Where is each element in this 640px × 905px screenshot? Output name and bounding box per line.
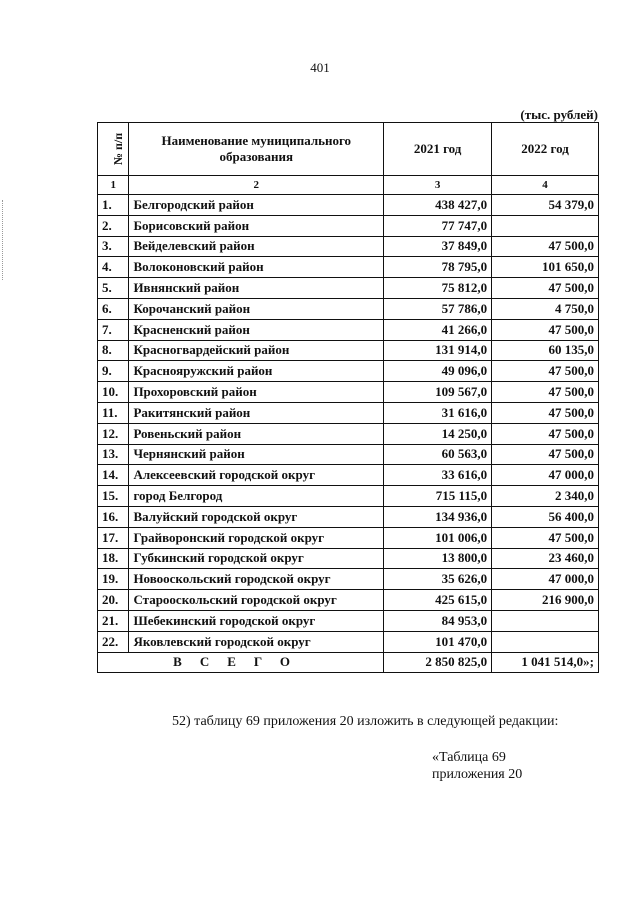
value-2021: 35 626,0 [384, 569, 492, 590]
value-2021: 109 567,0 [384, 382, 492, 403]
value-2022: 47 500,0 [492, 423, 599, 444]
table-row [98, 278, 599, 299]
value-2021: 49 096,0 [384, 361, 492, 382]
row-number: 5. [98, 278, 129, 299]
table-caption [432, 749, 522, 783]
units-label: (тыс. рублей) [520, 107, 598, 122]
municipality-name: Валуйский городской округ [129, 506, 384, 527]
table-row [98, 382, 599, 403]
row-number: 4. [98, 257, 129, 278]
column-index: 1 [98, 176, 129, 195]
amendment-note: 52) таблицу 69 приложения 20 изложить в следующей редакции: [172, 714, 559, 729]
row-number: 19. [98, 569, 129, 590]
table-row [98, 319, 599, 340]
table-row [98, 610, 599, 631]
table-row [98, 236, 599, 257]
table-row [98, 195, 599, 216]
row-number: 2. [98, 215, 129, 236]
row-number: 10. [98, 382, 129, 403]
municipality-name: Новооскольский городской округ [129, 569, 384, 590]
value-2022: 47 500,0 [492, 361, 599, 382]
value-2021: 41 266,0 [384, 319, 492, 340]
caption-line: «Таблица 69 [432, 750, 506, 765]
row-number: 6. [98, 298, 129, 319]
municipality-name: Красненский район [129, 319, 384, 340]
table-row [98, 506, 599, 527]
value-2022: 47 500,0 [492, 319, 599, 340]
budget-table [97, 122, 599, 673]
table-header-row [98, 123, 599, 176]
row-number: 21. [98, 610, 129, 631]
column-index: 3 [384, 176, 492, 195]
value-2021: 134 936,0 [384, 506, 492, 527]
municipality-name: Ракитянский район [129, 402, 384, 423]
total-2021: 2 850 825,0 [384, 652, 492, 673]
table-row [98, 215, 599, 236]
row-number: 22. [98, 631, 129, 652]
row-number: 20. [98, 590, 129, 611]
municipality-name: Ивнянский район [129, 278, 384, 299]
row-number: 9. [98, 361, 129, 382]
municipality-name: Яковлевский городской округ [129, 631, 384, 652]
column-index: 2 [129, 176, 384, 195]
value-2022: 47 000,0 [492, 465, 599, 486]
municipality-name: Старооскольский городской округ [129, 590, 384, 611]
value-2022: 47 500,0 [492, 382, 599, 403]
table-row [98, 527, 599, 548]
row-number: 1. [98, 195, 129, 216]
value-2022: 54 379,0 [492, 195, 599, 216]
municipality-name: Борисовский район [129, 215, 384, 236]
table-row [98, 423, 599, 444]
value-2021: 14 250,0 [384, 423, 492, 444]
row-number: 12. [98, 423, 129, 444]
value-2021: 84 953,0 [384, 610, 492, 631]
total-label: ВСЕГО [98, 652, 384, 673]
table-row [98, 298, 599, 319]
value-2022 [492, 610, 599, 631]
table-row [98, 361, 599, 382]
municipality-name: Корочанский район [129, 298, 384, 319]
table-row [98, 257, 599, 278]
table-row [98, 402, 599, 423]
value-2021: 77 747,0 [384, 215, 492, 236]
value-2022: 216 900,0 [492, 590, 599, 611]
value-2022: 47 500,0 [492, 444, 599, 465]
row-number: 13. [98, 444, 129, 465]
table-row [98, 590, 599, 611]
value-2022: 47 000,0 [492, 569, 599, 590]
value-2021: 33 616,0 [384, 465, 492, 486]
value-2021: 78 795,0 [384, 257, 492, 278]
value-2021: 715 115,0 [384, 486, 492, 507]
row-number: 17. [98, 527, 129, 548]
header-num: № п/п [98, 123, 129, 176]
table-row [98, 569, 599, 590]
table-row [98, 444, 599, 465]
value-2021: 57 786,0 [384, 298, 492, 319]
row-number: 3. [98, 236, 129, 257]
value-2022: 4 750,0 [492, 298, 599, 319]
row-number: 15. [98, 486, 129, 507]
value-2022 [492, 215, 599, 236]
row-number: 8. [98, 340, 129, 361]
value-2022: 60 135,0 [492, 340, 599, 361]
table-row [98, 486, 599, 507]
value-2022 [492, 631, 599, 652]
municipality-name: город Белгород [129, 486, 384, 507]
column-index: 4 [492, 176, 599, 195]
caption-line: приложения 20 [432, 767, 523, 782]
value-2021: 101 470,0 [384, 631, 492, 652]
table-row [98, 548, 599, 569]
value-2021: 425 615,0 [384, 590, 492, 611]
value-2022: 47 500,0 [492, 402, 599, 423]
total-row [98, 652, 599, 673]
table-row [98, 631, 599, 652]
value-2022: 47 500,0 [492, 236, 599, 257]
row-number: 18. [98, 548, 129, 569]
municipality-name: Грайворонский городской округ [129, 527, 384, 548]
value-2021: 75 812,0 [384, 278, 492, 299]
value-2021: 37 849,0 [384, 236, 492, 257]
row-number: 14. [98, 465, 129, 486]
header-name: Наименование муниципального образования [129, 123, 384, 176]
value-2021: 438 427,0 [384, 195, 492, 216]
value-2021: 131 914,0 [384, 340, 492, 361]
value-2022: 47 500,0 [492, 527, 599, 548]
column-index-row [98, 176, 599, 195]
value-2022: 56 400,0 [492, 506, 599, 527]
table-row [98, 465, 599, 486]
municipality-name: Вейделевский район [129, 236, 384, 257]
value-2022: 2 340,0 [492, 486, 599, 507]
row-number: 11. [98, 402, 129, 423]
value-2021: 60 563,0 [384, 444, 492, 465]
value-2021: 13 800,0 [384, 548, 492, 569]
municipality-name: Прохоровский район [129, 382, 384, 403]
row-number: 7. [98, 319, 129, 340]
municipality-name: Белгородский район [129, 195, 384, 216]
table-row [98, 340, 599, 361]
row-number: 16. [98, 506, 129, 527]
municipality-name: Краснояружский район [129, 361, 384, 382]
value-2021: 101 006,0 [384, 527, 492, 548]
municipality-name: Чернянский район [129, 444, 384, 465]
municipality-name: Шебекинский городской округ [129, 610, 384, 631]
value-2021: 31 616,0 [384, 402, 492, 423]
page-number: 401 [310, 60, 330, 75]
total-2022: 1 041 514,0»; [492, 652, 599, 673]
margin-rule [2, 200, 4, 280]
value-2022: 47 500,0 [492, 278, 599, 299]
value-2022: 101 650,0 [492, 257, 599, 278]
municipality-name: Алексеевский городской округ [129, 465, 384, 486]
municipality-name: Волоконовский район [129, 257, 384, 278]
value-2022: 23 460,0 [492, 548, 599, 569]
municipality-name: Губкинский городской округ [129, 548, 384, 569]
header-2021: 2021 год [384, 123, 492, 176]
header-2022: 2022 год [492, 123, 599, 176]
municipality-name: Ровеньский район [129, 423, 384, 444]
municipality-name: Красногвардейский район [129, 340, 384, 361]
